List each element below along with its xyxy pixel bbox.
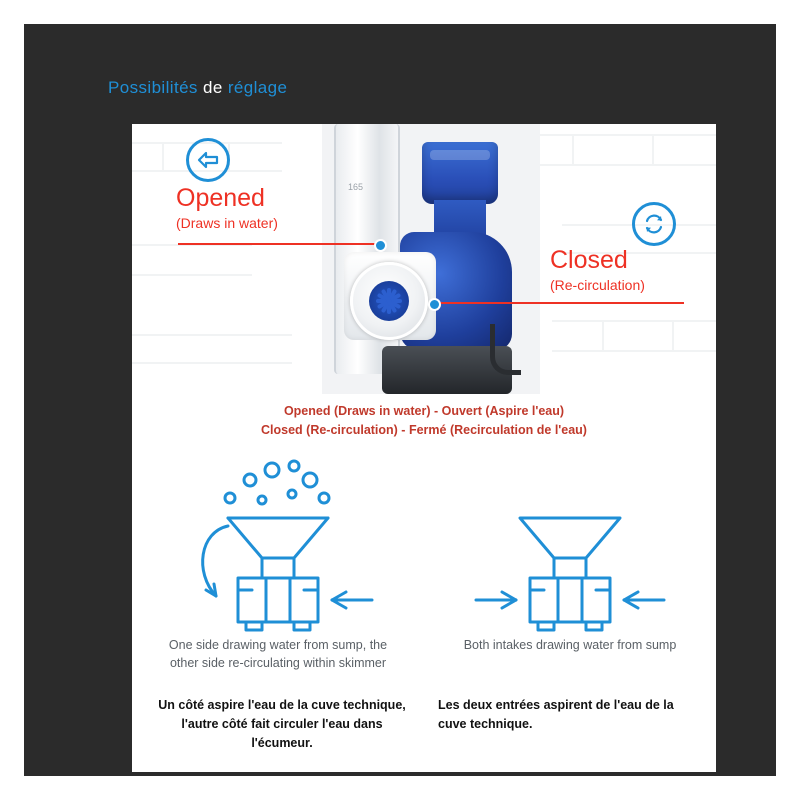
dark-panel — [24, 24, 776, 776]
french-right-line2: cuve technique. — [438, 717, 533, 731]
bilingual-caption-line2: Closed (Re-circulation) - Fermé (Recirculation de l'eau) — [261, 423, 587, 437]
diagram-both-intakes — [424, 454, 716, 694]
marker-dot-opened — [374, 239, 387, 252]
pump-photo-inner — [322, 124, 540, 394]
leader-line-opened — [178, 243, 378, 245]
content-card — [132, 124, 716, 772]
opened-title: Opened — [176, 184, 265, 212]
closed-title: Closed — [550, 246, 628, 274]
diagram-left-caption-line1: One side drawing water from sump, the — [168, 638, 388, 652]
product-photo — [132, 124, 716, 394]
opened-subtitle: (Draws in water) — [176, 215, 278, 231]
arrow-left-circle-icon — [186, 138, 230, 182]
bilingual-caption-line1: Opened (Draws in water) - Ouvert (Aspire l'eau) — [283, 404, 565, 418]
diagram-left-caption — [142, 636, 414, 672]
bilingual-caption — [132, 402, 716, 440]
french-text-left — [132, 696, 432, 753]
diagram-row — [132, 454, 716, 694]
page-title — [108, 78, 287, 98]
impeller-wheel — [350, 262, 428, 340]
opened-callout — [176, 184, 278, 231]
diagram-right-caption-line1: Both intakes drawing water from sump — [463, 638, 677, 652]
blue-cap — [422, 142, 498, 204]
diagram-right-caption — [434, 636, 706, 654]
french-left-line1: Un côté aspire l'eau de la cuve technique, — [158, 698, 406, 712]
page-title-part3: réglage — [227, 78, 288, 97]
tube-gauge-mark: 165 — [348, 182, 364, 192]
diagram-left-caption-line2: other side re-circulating within skimmer — [169, 656, 387, 670]
diagram-one-side-drawing — [132, 454, 424, 694]
french-text-right — [438, 696, 716, 734]
french-right-line1: Les deux entrées aspirent de l'eau de la — [438, 698, 674, 712]
leader-line-closed — [432, 302, 684, 304]
french-left-line2: l'autre côté fait circuler l'eau dans — [181, 717, 383, 731]
recirculate-circle-icon — [632, 202, 676, 246]
marker-dot-closed — [428, 298, 441, 311]
page-title-part2: de — [202, 78, 223, 97]
power-cable — [490, 324, 521, 375]
french-left-line3: l'écumeur. — [251, 736, 313, 750]
closed-callout — [550, 246, 645, 293]
page-title-part1: Possibilités — [108, 78, 198, 97]
closed-subtitle: (Re-circulation) — [550, 277, 645, 293]
